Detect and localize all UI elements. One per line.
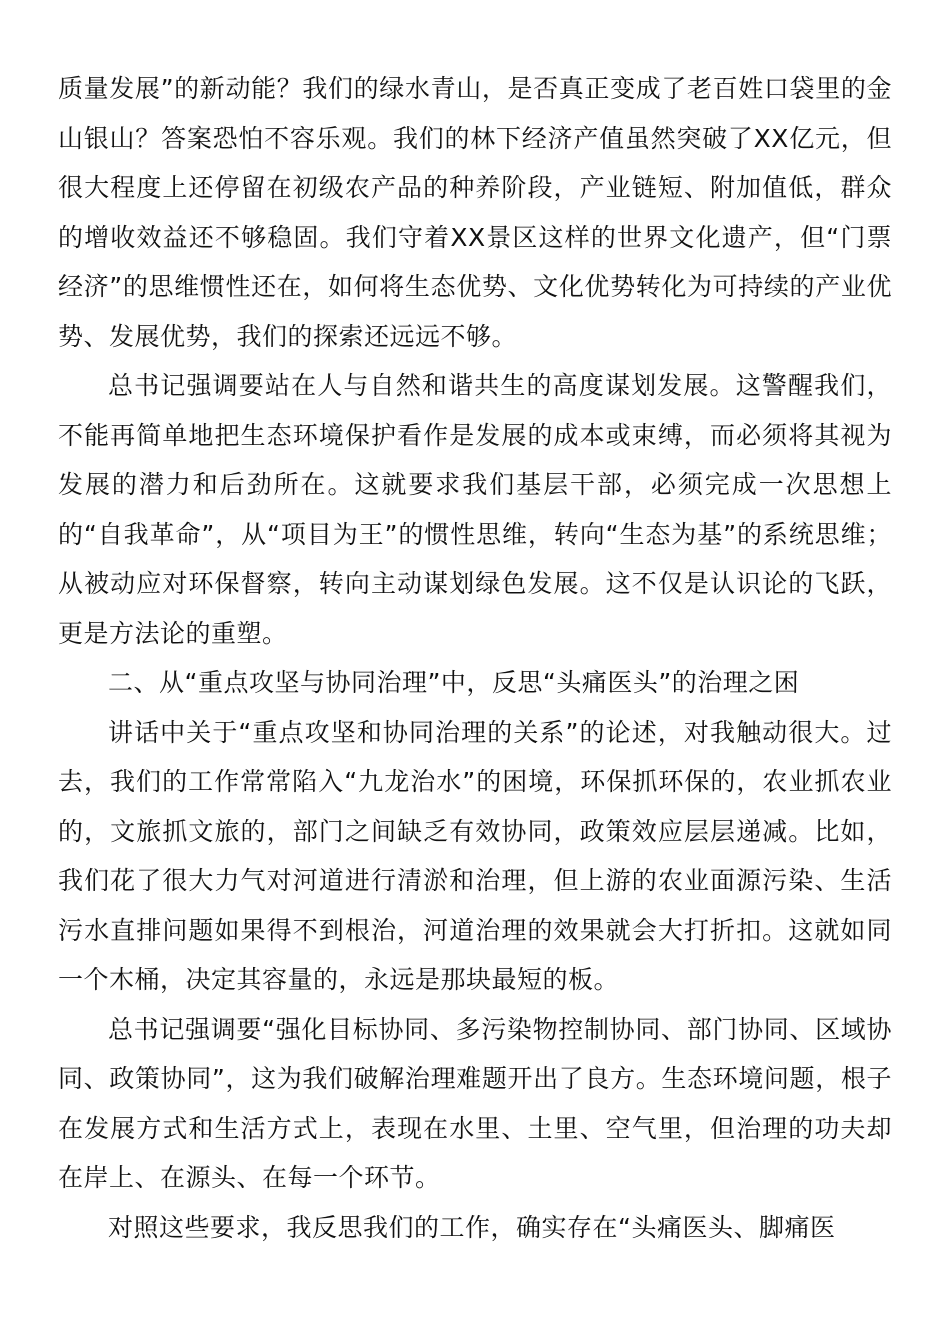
paragraph-2: 总书记强调要站在人与自然和谐共生的高度谋划发展。这警醒我们，不能再简单地把生态环境保护看作是发展的成本或束缚，而必须将其视为发展的潜力和后劲所在。这就要求我们基层干部，必须完成一次思想上的“自我革命”，从“项目为王”的惯性思维，转向“生态为基”的系统思维；从被动应对环保督察，转向主动谋划绿色发展。这不仅是认识论的飞跃，更是方法论的重塑。 bbox=[58, 371, 892, 648]
section-heading: 二、从“重点攻坚与协同治理”中，反思“头痛医头”的治理之困 bbox=[108, 668, 800, 697]
paragraph-3: 讲话中关于“重点攻坚和协同治理的关系”的论述，对我触动很大。过去，我们的工作常常陷入“九龙治水”的困境，环保抓环保的，农业抓农业的，文旅抓文旅的，部门之间缺乏有效协同，政策效应层层递减。比如，我们花了很大力气对河道进行清淤和治理，但上游的农业面源污染、生活污水直排问题如果得不到根治，河道治理的效果就会大打折扣。这就如同一个木桶，决定其容量的，永远是那块最短的板。 bbox=[58, 717, 892, 994]
paragraph-1: 质量发展”的新动能？我们的绿水青山，是否真正变成了老百姓口袋里的金山银山？答案恐怕不容乐观。我们的林下经济产值虽然突破了XX亿元，但很大程度上还停留在初级农产品的种养阶段，产业链短、附加值低，群众的增收效益还不够稳固。我们守着XX景区这样的世界文化遗产，但“门票经济”的思维惯性还在，如何将生态优势、文化优势转化为可持续的产业优势、发展优势，我们的探索还远远不够。 bbox=[58, 74, 892, 351]
paragraph-5: 对照这些要求，我反思我们的工作，确实存在“头痛医头、脚痛医 bbox=[108, 1212, 836, 1242]
document-body bbox=[58, 64, 892, 1252]
paragraph-4: 总书记强调要“强化目标协同、多污染物控制协同、部门协同、区域协同、政策协同”，这为我们破解治理难题开出了良方。生态环境问题，根子在发展方式和生活方式上，表现在水里、土里、空气里，但治理的功夫却在岸上、在源头、在每一个环节。 bbox=[58, 1014, 892, 1192]
